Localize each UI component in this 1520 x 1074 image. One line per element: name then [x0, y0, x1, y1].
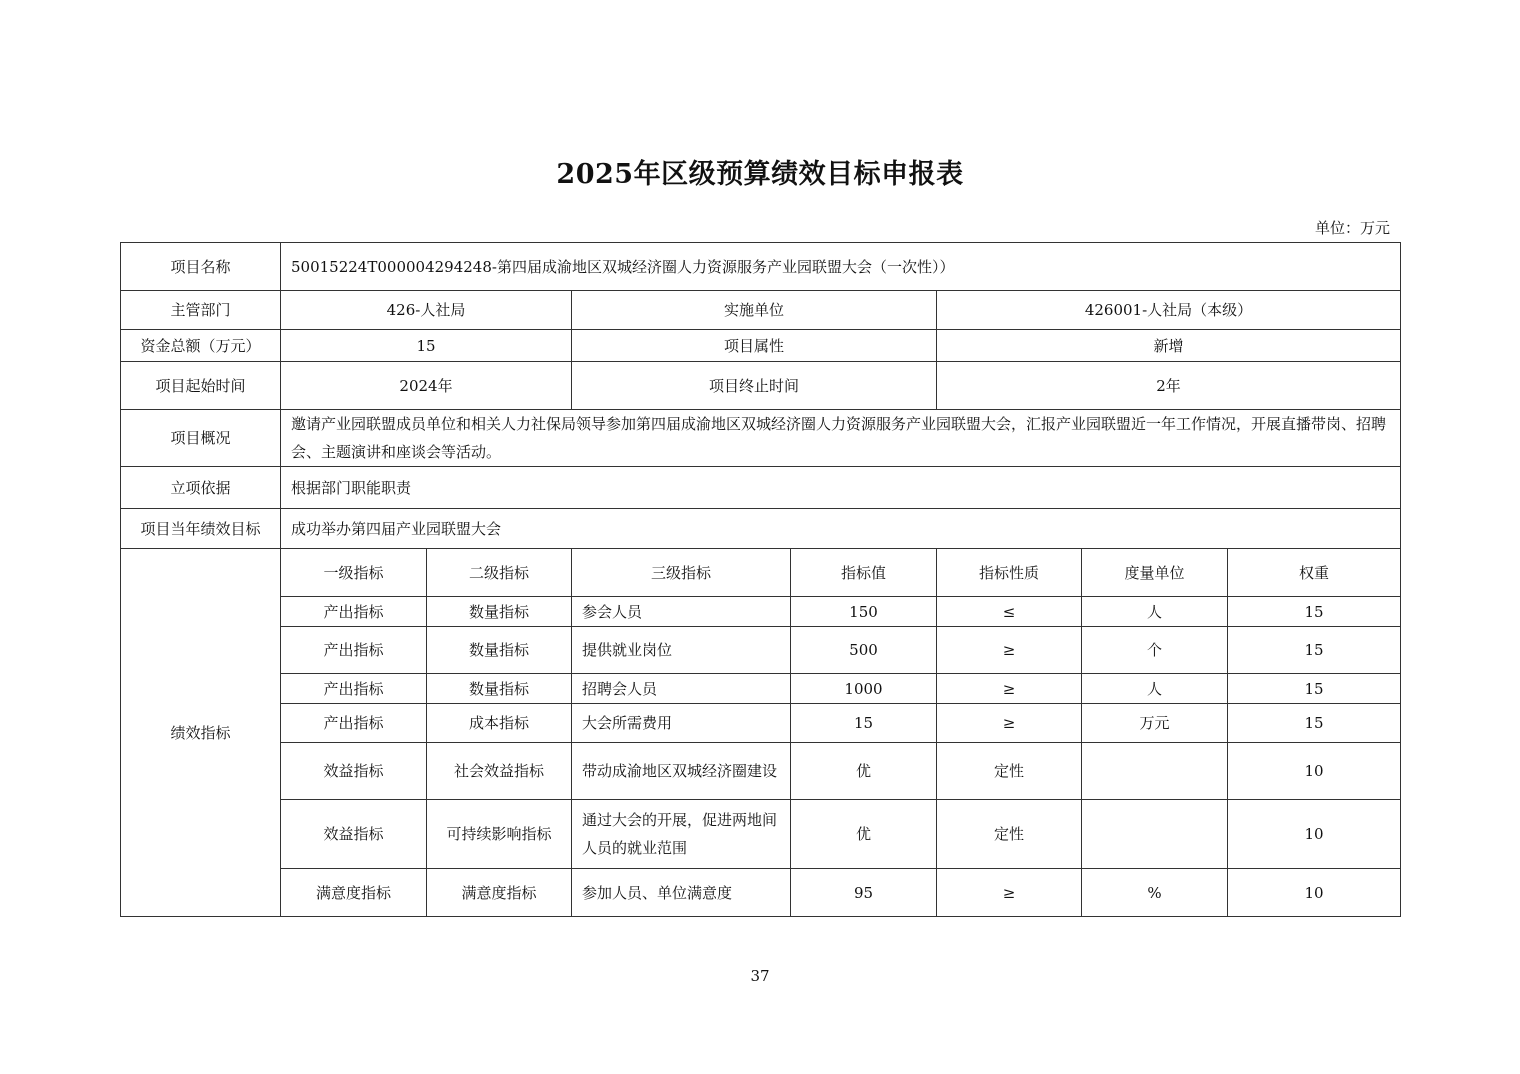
indicator-level3: 参加人员、单位满意度 [572, 869, 791, 917]
row-department [121, 291, 1401, 330]
indicator-level1: 产出指标 [281, 674, 427, 704]
row-basis [121, 467, 1401, 509]
indicator-value: 优 [791, 800, 937, 869]
indicator-weight: 15 [1228, 597, 1401, 627]
indicator-nature: ≥ [937, 869, 1082, 917]
indicator-level3: 提供就业岗位 [572, 627, 791, 674]
attr-label: 项目属性 [572, 330, 937, 362]
indicator-level1: 产出指标 [281, 627, 427, 674]
indicator-nature: ≤ [937, 597, 1082, 627]
indicator-weight: 10 [1228, 800, 1401, 869]
indicator-level2: 社会效益指标 [427, 743, 572, 800]
page-number: 37 [750, 967, 770, 985]
header-level2: 二级指标 [427, 549, 572, 597]
start-value: 2024年 [281, 362, 572, 410]
indicator-nature: ≥ [937, 674, 1082, 704]
funds-label: 资金总额（万元） [121, 330, 281, 362]
indicator-level2: 满意度指标 [427, 869, 572, 917]
project-name-value: 50015224T000004294248-第四届成渝地区双城经济圈人力资源服务产业园联盟大会（一次性）） [281, 243, 1401, 291]
indicator-level2: 数量指标 [427, 674, 572, 704]
header-nature: 指标性质 [937, 549, 1082, 597]
row-goal [121, 509, 1401, 549]
indicator-unit: 人 [1082, 674, 1228, 704]
page-title: 2025年区级预算绩效目标申报表 [556, 159, 964, 190]
goal-label: 项目当年绩效目标 [121, 509, 281, 549]
header-weight: 权重 [1228, 549, 1401, 597]
indicator-weight: 10 [1228, 743, 1401, 800]
funds-value: 15 [281, 330, 572, 362]
header-level1: 一级指标 [281, 549, 427, 597]
impl-value: 426001-人社局（本级） [937, 291, 1401, 330]
indicator-level1: 效益指标 [281, 743, 427, 800]
indicator-weight: 15 [1228, 674, 1401, 704]
overview-label: 项目概况 [121, 410, 281, 467]
indicator-level3: 大会所需费用 [572, 704, 791, 743]
indicator-level2: 数量指标 [427, 597, 572, 627]
indicator-row [121, 627, 1401, 674]
indicator-level3: 招聘会人员 [572, 674, 791, 704]
indicator-level2: 数量指标 [427, 627, 572, 674]
indicator-value: 1000 [791, 674, 937, 704]
indicator-header-row [121, 549, 1401, 597]
basis-label: 立项依据 [121, 467, 281, 509]
indicator-unit: % [1082, 869, 1228, 917]
performance-target-table [120, 242, 1401, 917]
indicator-value: 150 [791, 597, 937, 627]
indicator-level1: 产出指标 [281, 704, 427, 743]
indicator-row [121, 869, 1401, 917]
indicator-value: 优 [791, 743, 937, 800]
end-value: 2年 [937, 362, 1401, 410]
indicator-level3: 参会人员 [572, 597, 791, 627]
indicator-unit [1082, 743, 1228, 800]
indicator-unit: 万元 [1082, 704, 1228, 743]
indicator-level2: 可持续影响指标 [427, 800, 572, 869]
row-funds [121, 330, 1401, 362]
overview-value: 邀请产业园联盟成员单位和相关人力社保局领导参加第四届成渝地区双城经济圈人力资源服务产业园联盟大会，汇报产业园联盟近一年工作情况，开展直播带岗、招聘会、主题演讲和座谈会等活动。 [281, 410, 1401, 467]
header-unit: 度量单位 [1082, 549, 1228, 597]
unit-label: 单位：万元 [1314, 219, 1390, 237]
end-label: 项目终止时间 [572, 362, 937, 410]
indicator-level1: 产出指标 [281, 597, 427, 627]
indicator-unit: 个 [1082, 627, 1228, 674]
indicator-nature: 定性 [937, 743, 1082, 800]
indicator-level1: 满意度指标 [281, 869, 427, 917]
indicator-level3: 通过大会的开展，促进两地间人员的就业范围 [572, 800, 791, 869]
indicator-nature: ≥ [937, 627, 1082, 674]
indicator-nature: 定性 [937, 800, 1082, 869]
indicator-value: 15 [791, 704, 937, 743]
indicator-row [121, 674, 1401, 704]
impl-label: 实施单位 [572, 291, 937, 330]
indicator-weight: 15 [1228, 627, 1401, 674]
goal-value: 成功举办第四届产业园联盟大会 [281, 509, 1401, 549]
indicator-unit: 人 [1082, 597, 1228, 627]
indicator-weight: 10 [1228, 869, 1401, 917]
basis-value: 根据部门职能职责 [281, 467, 1401, 509]
indicator-value: 500 [791, 627, 937, 674]
indicators-section-label: 绩效指标 [121, 549, 281, 917]
start-label: 项目起始时间 [121, 362, 281, 410]
indicator-level1: 效益指标 [281, 800, 427, 869]
indicator-value: 95 [791, 869, 937, 917]
indicator-nature: ≥ [937, 704, 1082, 743]
indicator-level2: 成本指标 [427, 704, 572, 743]
indicator-row [121, 597, 1401, 627]
header-level3: 三级指标 [572, 549, 791, 597]
indicator-row [121, 743, 1401, 800]
project-name-label: 项目名称 [121, 243, 281, 291]
indicator-row [121, 800, 1401, 869]
indicator-level3: 带动成渝地区双城经济圈建设 [572, 743, 791, 800]
row-project-name [121, 243, 1401, 291]
indicator-unit [1082, 800, 1228, 869]
indicator-weight: 15 [1228, 704, 1401, 743]
header-value: 指标值 [791, 549, 937, 597]
dept-label: 主管部门 [121, 291, 281, 330]
row-timeframe [121, 362, 1401, 410]
dept-value: 426-人社局 [281, 291, 572, 330]
indicator-row [121, 704, 1401, 743]
row-overview [121, 410, 1401, 467]
attr-value: 新增 [937, 330, 1401, 362]
